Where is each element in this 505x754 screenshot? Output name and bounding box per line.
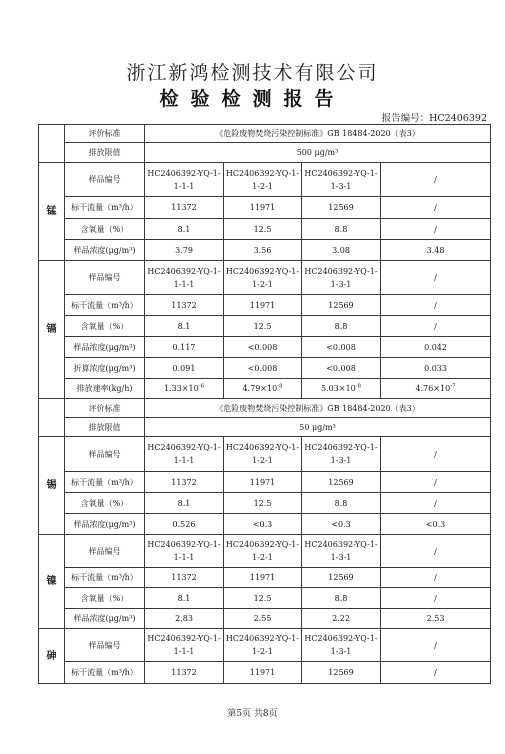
table-row [39, 358, 491, 379]
sample-id-label: 样品编号 [65, 261, 145, 295]
table-row [39, 316, 491, 337]
table-row [39, 399, 491, 418]
concentration-value: <0.008 [224, 337, 302, 358]
sample-id: HC2406392-YQ-1-1-2-1 [224, 163, 302, 197]
flow-label: 标干流量（m³/h） [65, 295, 145, 316]
flow-value: 11971 [224, 662, 302, 684]
oxygen-value: 12.5 [224, 588, 302, 609]
oxygen-label: 含氧量（%） [65, 493, 145, 514]
concentration-value: 2.83 [145, 609, 224, 629]
emission-rate-label: 排放速率(kg/h) [65, 379, 145, 399]
table-row [39, 125, 491, 143]
emission-rate-average: $4.76\times 10^{-7}$ [381, 379, 491, 399]
sample-id-label: 样品编号 [65, 163, 145, 197]
emission-rate-value: $5.03\times 10^{-8}$ [302, 379, 381, 399]
sample-id: HC2406392-YQ-1-1-1-1 [145, 629, 224, 662]
table-row [39, 240, 491, 261]
oxygen-value: 12.5 [224, 493, 302, 514]
concentration-value: 3.08 [302, 240, 381, 261]
table-row [39, 295, 491, 316]
converted-concentration-value: <0.008 [302, 358, 381, 379]
flow-value: 11971 [224, 568, 302, 588]
concentration-value: 3.56 [224, 240, 302, 261]
sample-id: HC2406392-YQ-1-1-2-1 [224, 629, 302, 662]
parameter-name-mn: 锰 [39, 163, 65, 261]
parameter-name-sn: 锡 [39, 437, 65, 535]
slash-cell: / [381, 437, 491, 472]
converted-concentration-value: 0.091 [145, 358, 224, 379]
flow-value: 12569 [302, 197, 381, 219]
sample-id: HC2406392-YQ-1-1-1-1 [145, 437, 224, 472]
slash-cell: / [381, 316, 491, 337]
sample-id: HC2406392-YQ-1-1-3-1 [302, 261, 381, 295]
flow-value: 12569 [302, 662, 381, 684]
company-name: 浙江新鸿检测技术有限公司 [126, 62, 379, 84]
page-number: 第5页 共8页 [227, 709, 278, 719]
table-row [39, 337, 491, 358]
concentration-label: 样品浓度(μg/m³) [65, 514, 145, 535]
slash-cell: / [381, 163, 491, 197]
slash-cell: / [381, 295, 491, 316]
oxygen-value: 8.1 [145, 219, 224, 240]
emission-rate-value: $1.33\times 10^{-6}$ [145, 379, 224, 399]
sample-id-label: 样品编号 [65, 629, 145, 662]
flow-label: 标干流量（m³/h） [65, 472, 145, 493]
slash-cell: / [381, 535, 491, 568]
oxygen-label: 含氧量（%） [65, 219, 145, 240]
table-row [39, 261, 491, 295]
slash-cell: / [381, 219, 491, 240]
flow-value: 11372 [145, 472, 224, 493]
table-row [39, 197, 491, 219]
oxygen-value: 8.8 [302, 316, 381, 337]
parameter-name-ni: 镍 [39, 535, 65, 629]
results-table [38, 124, 491, 684]
oxygen-value: 8.1 [145, 588, 224, 609]
sample-id: HC2406392-YQ-1-1-1-1 [145, 261, 224, 295]
limit-value: 50 μg/m³ [145, 418, 491, 437]
flow-label: 标干流量（m³/h） [65, 197, 145, 219]
flow-value: 12569 [302, 472, 381, 493]
sample-id: HC2406392-YQ-1-1-3-1 [302, 629, 381, 662]
converted-concentration-label: 折算浓度(μg/m³) [65, 358, 145, 379]
oxygen-label: 含氧量（%） [65, 316, 145, 337]
concentration-value: 0.117 [145, 337, 224, 358]
table-row [39, 493, 491, 514]
flow-value: 11372 [145, 295, 224, 316]
table-row [39, 568, 491, 588]
flow-label: 标干流量（m³/h） [65, 568, 145, 588]
table-row [39, 609, 491, 629]
table-row [39, 219, 491, 240]
flow-value: 11372 [145, 662, 224, 684]
flow-value: 11971 [224, 197, 302, 219]
concentration-average: 0.042 [381, 337, 491, 358]
table-row [39, 629, 491, 662]
sample-id: HC2406392-YQ-1-1-3-1 [302, 535, 381, 568]
flow-value: 12569 [302, 295, 381, 316]
concentration-value: 2.55 [224, 609, 302, 629]
table-row [39, 472, 491, 493]
oxygen-label: 含氧量（%） [65, 588, 145, 609]
concentration-value: 0.526 [145, 514, 224, 535]
table-row [39, 514, 491, 535]
oxygen-value: 12.5 [224, 219, 302, 240]
eval-standard-value: 《危险废物焚烧污染控制标准》GB 18484-2020（表3） [145, 125, 491, 143]
table-row [39, 437, 491, 472]
parameter-name-as: 砷 [39, 629, 65, 684]
concentration-value: 2.22 [302, 609, 381, 629]
sample-id: HC2406392-YQ-1-1-1-1 [145, 535, 224, 568]
flow-value: 12569 [302, 568, 381, 588]
table-row [39, 535, 491, 568]
sample-id: HC2406392-YQ-1-1-2-1 [224, 437, 302, 472]
emission-rate-value: $4.79\times 10^{-8}$ [224, 379, 302, 399]
sample-id: HC2406392-YQ-1-1-2-1 [224, 535, 302, 568]
oxygen-value: 8.1 [145, 493, 224, 514]
slash-cell: / [381, 568, 491, 588]
flow-value: 11971 [224, 472, 302, 493]
flow-value: 11372 [145, 197, 224, 219]
flow-value: 11372 [145, 568, 224, 588]
table-row [39, 588, 491, 609]
limit-label: 排放限值 [65, 418, 145, 437]
concentration-value: 3.79 [145, 240, 224, 261]
slash-cell: / [381, 588, 491, 609]
oxygen-value: 12.5 [224, 316, 302, 337]
report-number: 报告编号：HC2406392 [381, 113, 487, 124]
concentration-label: 样品浓度(μg/m³) [65, 337, 145, 358]
slash-cell: / [381, 197, 491, 219]
flow-value: 11971 [224, 295, 302, 316]
slash-cell: / [381, 662, 491, 684]
table-row [39, 379, 491, 399]
eval-standard-label: 评价标准 [65, 399, 145, 418]
table-row [39, 163, 491, 197]
eval-standard-label: 评价标准 [65, 125, 145, 143]
concentration-value: <0.3 [224, 514, 302, 535]
sample-id-label: 样品编号 [65, 437, 145, 472]
sample-id: HC2406392-YQ-1-1-2-1 [224, 261, 302, 295]
blank-cell [39, 399, 65, 437]
parameter-name-cd: 镉 [39, 261, 65, 399]
report-title: 检验检测报告 [159, 88, 346, 110]
concentration-label: 样品浓度(μg/m³) [65, 609, 145, 629]
sample-id-label: 样品编号 [65, 535, 145, 568]
eval-standard-value: 《危险废物焚烧污染控制标准》GB 18484-2020（表3） [145, 399, 491, 418]
concentration-value: <0.008 [302, 337, 381, 358]
converted-concentration-average: 0.033 [381, 358, 491, 379]
limit-value: 500 μg/m³ [145, 143, 491, 163]
flow-label: 标干流量（m³/h） [65, 662, 145, 684]
concentration-label: 样品浓度(μg/m³) [65, 240, 145, 261]
concentration-average: <0.3 [381, 514, 491, 535]
sample-id: HC2406392-YQ-1-1-1-1 [145, 163, 224, 197]
slash-cell: / [381, 472, 491, 493]
sample-id: HC2406392-YQ-1-1-3-1 [302, 163, 381, 197]
concentration-average: 3.48 [381, 240, 491, 261]
oxygen-value: 8.8 [302, 493, 381, 514]
table-row [39, 418, 491, 437]
table-row [39, 662, 491, 684]
slash-cell: / [381, 493, 491, 514]
concentration-average: 2.53 [381, 609, 491, 629]
oxygen-value: 8.1 [145, 316, 224, 337]
sample-id: HC2406392-YQ-1-1-3-1 [302, 437, 381, 472]
blank-cell [39, 125, 65, 163]
slash-cell: / [381, 261, 491, 295]
converted-concentration-value: <0.008 [224, 358, 302, 379]
concentration-value: <0.3 [302, 514, 381, 535]
limit-label: 排放限值 [65, 143, 145, 163]
oxygen-value: 8.8 [302, 588, 381, 609]
oxygen-value: 8.8 [302, 219, 381, 240]
slash-cell: / [381, 629, 491, 662]
table-row [39, 143, 491, 163]
